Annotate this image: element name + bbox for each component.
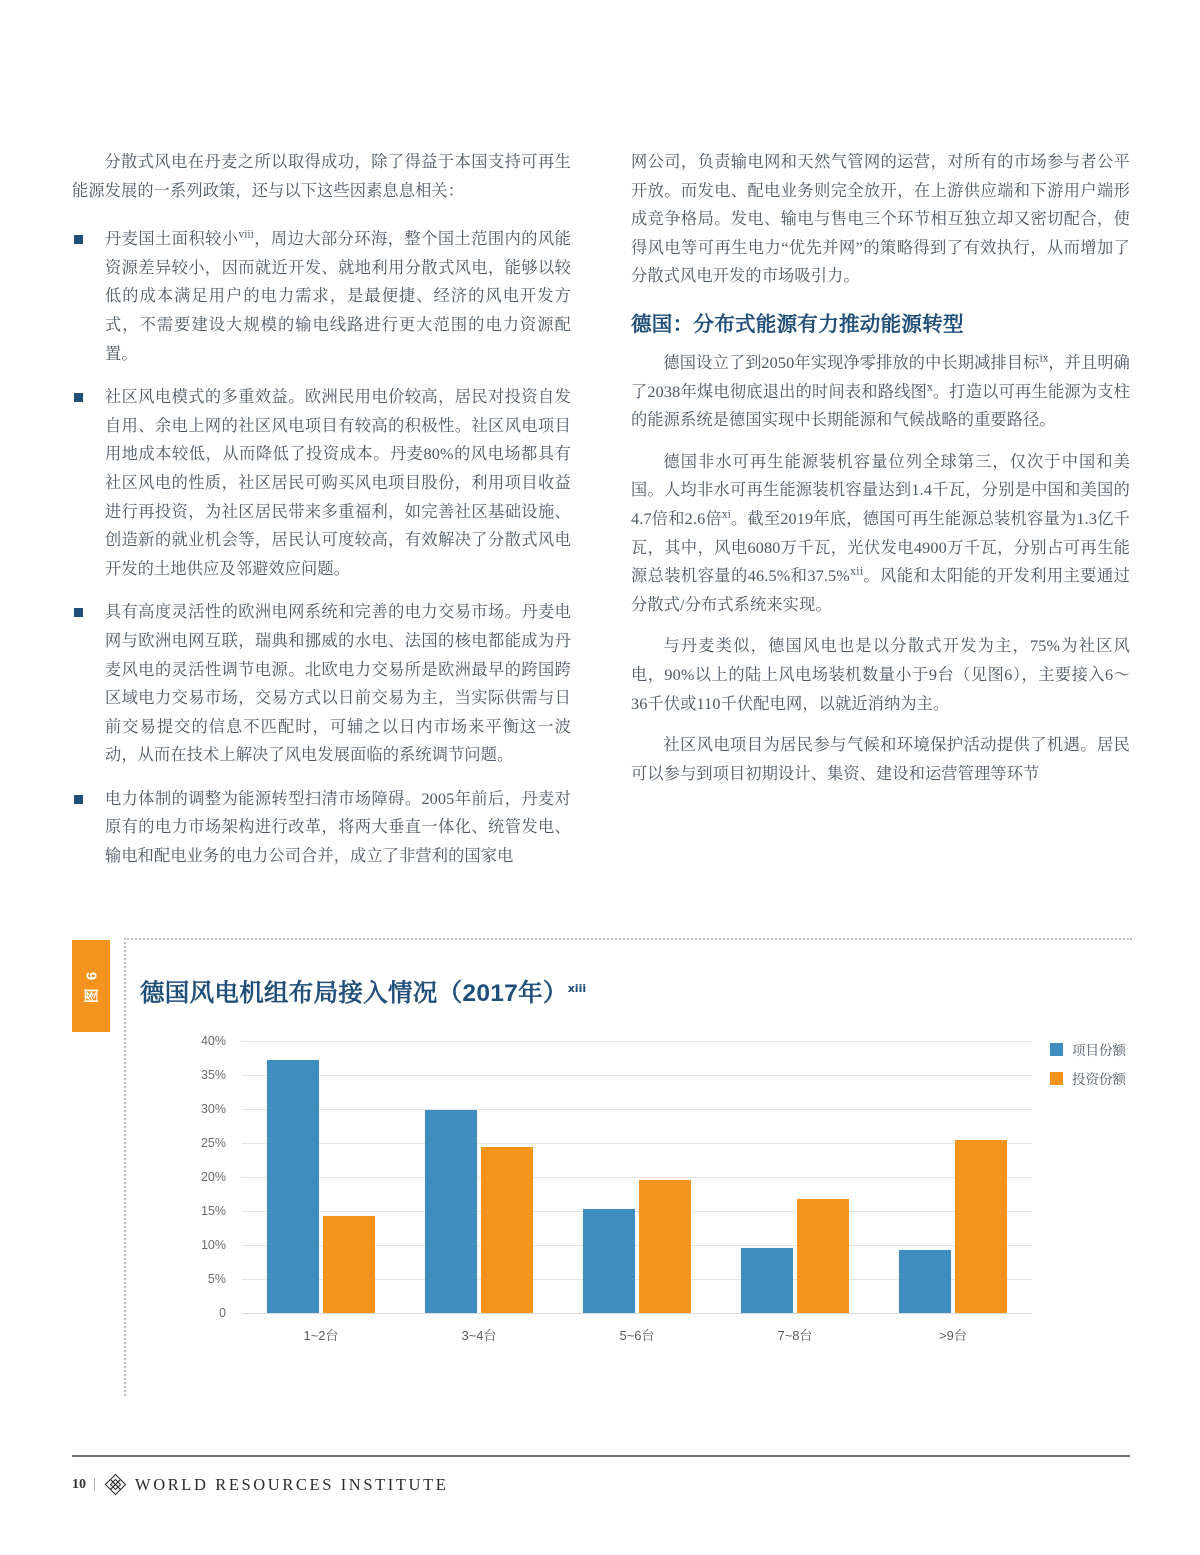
footer-separator: | <box>93 1476 97 1492</box>
bullet-list <box>72 225 571 870</box>
square-bullet-icon <box>74 608 83 617</box>
chart-y-tick-label: 40% <box>200 1034 226 1048</box>
footer-page-number: 10 <box>72 1476 86 1492</box>
chart-plot-area <box>200 1034 1032 1320</box>
wri-logo-icon <box>103 1472 128 1497</box>
paragraph-2-part1: 德国非水可再生能源装机容量位列全球第三，仅次于中国和美国。人均非水可再生能源装机容量达到1.4千瓦，分别是中国和美国的4.7倍和2.6倍 <box>631 452 1130 528</box>
bullet-text-cont: ，周边大部分环海，整个国土范围内的风能资源差异较小，因而就近开发、就地利用分散式风电，能够以较低的成本满足用户的电力需求，是最便捷、经济的风电开发方式，不需要建设大规模的输电线路进行更大范围的电力资源配置。 <box>105 230 571 363</box>
chart-bar[interactable] <box>797 1199 849 1313</box>
chart-x-tick-label: 3~4台 <box>461 1328 497 1343</box>
square-bullet-icon <box>74 235 83 244</box>
chart-bar-group <box>558 1041 716 1313</box>
right-column <box>631 148 1130 886</box>
left-column <box>72 148 571 886</box>
figure-top-border <box>124 938 1132 940</box>
figure-title <box>140 974 586 1009</box>
chart-legend-swatch <box>1050 1072 1063 1085</box>
paragraph-1-part3: 。打造以可再生能源为支柱的能源系统是德国实现中长期能源和气候战略的重要路径。 <box>631 382 1130 430</box>
chart-x-tick-label: 1~2台 <box>303 1328 339 1343</box>
chart-y-tick-label: 5% <box>207 1272 226 1286</box>
footnote-marker: ⅹ <box>927 382 933 394</box>
paragraph-2-part2: 。截至2019年底，德国可再生能源总装机容量为1.3亿千瓦，其中，风电6080万千瓦，光伏发电4900万千瓦，分别占可再生能源总装机容量的46.5%和37.5% <box>631 509 1130 586</box>
two-column-body <box>72 148 1130 886</box>
footer-divider <box>72 1455 1130 1457</box>
chart-bar[interactable] <box>481 1147 533 1313</box>
bullet-text: 丹麦国土面积较小 <box>105 230 239 249</box>
paragraph-1-part2: ，并且明确了2038年煤电彻底退出的时间表和路线图 <box>631 353 1131 401</box>
figure-left-border <box>124 938 126 1396</box>
paragraph-2 <box>631 448 1130 620</box>
figure-number-tab <box>72 940 110 1032</box>
intro-paragraph: 分散式风电在丹麦之所以取得成功，除了得益于本国支持可再生能源发展的一系列政策，还与以下这些因素息息相关： <box>72 153 571 200</box>
chart-x-axis-labels <box>242 1325 1032 1344</box>
footnote-marker: ⅹⅰⅰ <box>849 566 864 578</box>
chart-bar-groups <box>242 1041 1032 1313</box>
footnote-marker: ⅸ <box>1039 353 1049 365</box>
chart-legend-item[interactable] <box>1050 1068 1126 1088</box>
chart-bar-group <box>874 1041 1032 1313</box>
chart-bar[interactable] <box>639 1180 691 1313</box>
paragraph-2-part3: 。风能和太阳能的开发利用主要通过分散式/分布式系统来实现。 <box>631 567 1131 614</box>
chart-bar[interactable] <box>583 1209 635 1313</box>
figure-block <box>72 938 1132 1398</box>
chart-y-tick-label: 0 <box>219 1306 226 1320</box>
paragraph-1 <box>631 349 1130 435</box>
figure-number-label: 图 6 <box>83 969 101 1003</box>
chart-legend-label: 投资份额 <box>1072 1072 1126 1087</box>
bullet-item <box>72 785 571 871</box>
chart-bar[interactable] <box>267 1060 319 1313</box>
bullet-text: 具有高度灵活性的欧洲电网系统和完善的电力交易市场。丹麦电网与欧洲电网互联，瑞典和挪威的水电、法国的核电都能成为丹麦风电的灵活性调节电源。北欧电力交易所是欧洲最早的跨国跨区域电力交易市场，交易方式以日前交易为主，当实际供需与日前交易提交的信息不匹配时，可辅之以日内市场来平衡这一波动，从而在技术上解决了风电发展面临的系统调节问题。 <box>105 603 571 765</box>
chart-y-tick-label: 15% <box>200 1204 226 1218</box>
footnote-marker: ⅹⅰ <box>721 509 731 521</box>
chart-bar-group <box>400 1041 558 1313</box>
chart-y-tick-label: 30% <box>200 1102 226 1116</box>
footnote-marker: ⅷ <box>238 229 255 241</box>
chart-bar-group <box>716 1041 874 1313</box>
chart-bar[interactable] <box>323 1216 375 1313</box>
paragraph-3: 与丹麦类似，德国风电也是以分散式开发为主，75%为社区风电，90%以上的陆上风电场装机数量小于9台（见图6），主要接入6～36千伏或110千伏配电网，以就近消纳为主。 <box>631 637 1130 713</box>
section-heading: 德国：分布式能源有力推动能源转型 <box>631 312 964 336</box>
bar-chart <box>130 1033 1130 1363</box>
chart-y-tick-label: 25% <box>200 1136 226 1150</box>
chart-bar[interactable] <box>955 1140 1007 1313</box>
chart-y-tick-label: 10% <box>200 1238 226 1252</box>
square-bullet-icon <box>74 795 83 804</box>
continuation-paragraph: 网公司，负责输电网和天然气管网的运营，对所有的市场参与者公平开放。而发电、配电业务则完全放开，在上游供应端和下游用户端形成竞争格局。发电、输电与售电三个环节相互独立却又密切配合，使得风电等可再生电力“优先并网”的策略得到了有效执行，从而增加了分散式风电开发的市场吸引力。 <box>631 153 1130 286</box>
figure-title-text: 德国风电机组布局接入情况（2017年） <box>140 980 568 1007</box>
chart-legend <box>1050 1039 1126 1088</box>
chart-legend-label: 项目份额 <box>1072 1043 1126 1058</box>
chart-bar[interactable] <box>741 1248 793 1313</box>
chart-x-tick-label: >9台 <box>939 1328 967 1343</box>
chart-y-tick-label: 20% <box>200 1170 226 1184</box>
footnote-marker: ⅹⅰⅰⅰ <box>567 982 587 995</box>
bullet-item <box>72 383 571 583</box>
square-bullet-icon <box>74 393 83 402</box>
bullet-text: 电力体制的调整为能源转型扫清市场障碍。2005年前后，丹麦对原有的电力市场架构进行改革，将两大垂直一体化、统管发电、输电和配电业务的电力公司合并，成立了非营利的国家电 <box>105 789 571 866</box>
chart-legend-swatch <box>1050 1043 1063 1056</box>
chart-bar[interactable] <box>899 1250 951 1313</box>
chart-bar[interactable] <box>425 1110 477 1313</box>
chart-x-tick-label: 5~6台 <box>619 1328 655 1343</box>
page-footer <box>72 1472 448 1497</box>
paragraph-4: 社区风电项目为居民参与气候和环境保护活动提供了机遇。居民可以参与到项目初期设计、集资、建设和运营管理等环节 <box>631 736 1130 783</box>
chart-gridline <box>242 1313 1032 1314</box>
chart-y-tick-label: 35% <box>200 1068 226 1082</box>
bullet-text: 社区风电模式的多重效益。欧洲民用电价较高，居民对投资自发自用、余电上网的社区风电项目有较高的积极性。社区风电项目用地成本较低，从而降低了投资成本。丹麦80%的风电场都具有社区风电的性质，社区居民可购买风电项目股份，利用项目收益进行再投资，为社区居民带来多重福利，如完善社区基础设施、创造新的就业机会等，居民认可度较高，有效解决了分散式风电开发的土地供应及邻避效应问题。 <box>105 388 571 578</box>
footer-organization: WORLD RESOURCES INSTITUTE <box>135 1474 449 1494</box>
bullet-item <box>72 225 571 368</box>
chart-x-tick-label: 7~8台 <box>777 1328 813 1343</box>
paragraph-1-part1: 德国设立了到2050年实现净零排放的中长期减排目标 <box>663 353 1040 372</box>
chart-bar-group <box>242 1041 400 1313</box>
bullet-item <box>72 598 571 770</box>
chart-legend-item[interactable] <box>1050 1039 1126 1059</box>
